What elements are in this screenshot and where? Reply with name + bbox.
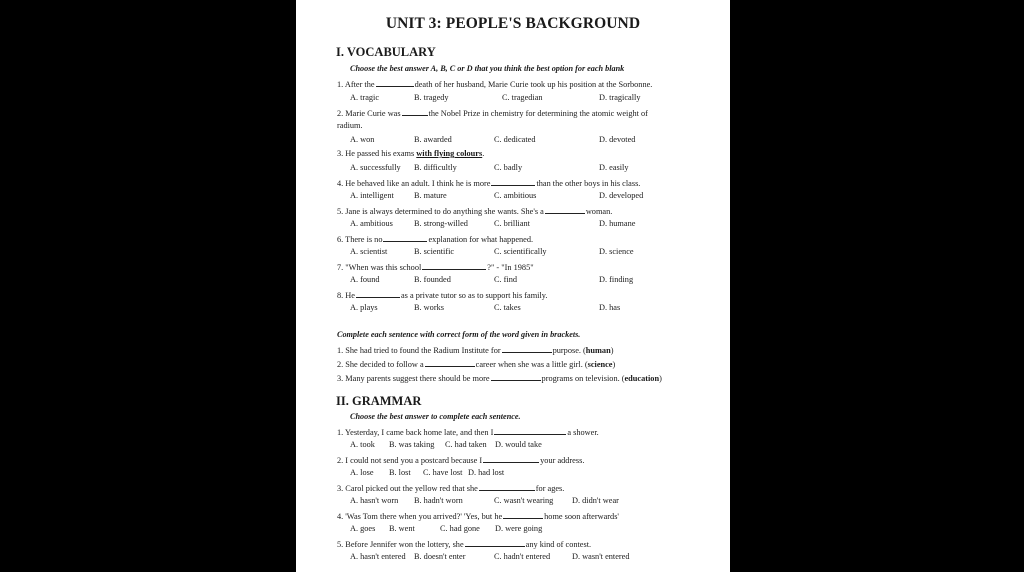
question-text: 1. Yesterday, I came back home late, and then I bbox=[337, 428, 494, 437]
option-b: B. works bbox=[414, 303, 444, 312]
answer-blank bbox=[483, 454, 539, 463]
vocab-question-5 bbox=[337, 205, 612, 217]
option-d: D. wasn't entered bbox=[572, 552, 630, 561]
question-text: 5. Before Jennifer won the lottery, she bbox=[337, 540, 464, 549]
option-d: D. were going bbox=[495, 524, 543, 533]
root-word: science bbox=[587, 360, 613, 369]
vocab-question-1 bbox=[337, 78, 652, 90]
word-form-sentence-1 bbox=[337, 344, 613, 356]
question-text: 7. "When was this school bbox=[337, 263, 422, 272]
vocab-question-6 bbox=[337, 233, 533, 245]
option-c: C. brilliant bbox=[494, 219, 530, 228]
option-a: A. lose bbox=[350, 468, 374, 477]
word-form-sentence-2 bbox=[337, 358, 615, 370]
answer-blank bbox=[502, 344, 552, 353]
option-a: A. hasn't entered bbox=[350, 552, 406, 561]
option-a: A. goes bbox=[350, 524, 376, 533]
answer-blank bbox=[376, 78, 414, 87]
grammar-heading: II. GRAMMAR bbox=[336, 394, 422, 408]
option-b: B. doesn't enter bbox=[414, 552, 466, 561]
answer-blank bbox=[356, 289, 400, 298]
answer-blank bbox=[491, 177, 535, 186]
question-text: 4. He behaved like an adult. I think he is more bbox=[337, 179, 491, 188]
question-text: explanation for what happened. bbox=[428, 235, 534, 244]
option-c: C. tragedian bbox=[502, 93, 543, 102]
worksheet-page bbox=[296, 0, 730, 572]
option-b: B. lost bbox=[389, 468, 411, 477]
option-d: D. devoted bbox=[599, 135, 636, 144]
question-text: 1. After the bbox=[337, 80, 375, 89]
vocab-question-3 bbox=[337, 149, 484, 159]
grammar-question-2 bbox=[337, 454, 584, 466]
question-text: 5. Jane is always determined to do anything she wants. She's a bbox=[337, 207, 544, 216]
option-d: D. easily bbox=[599, 163, 629, 172]
vocab-question-2 bbox=[337, 107, 648, 119]
sentence-text: ) bbox=[612, 360, 616, 369]
question-text: home soon afterwards' bbox=[544, 512, 619, 521]
sentence-text: ) bbox=[659, 374, 662, 383]
question-text: ?" - "In 1985" bbox=[487, 263, 534, 272]
question-text: the Nobel Prize in chemistry for determining the atomic weight of bbox=[428, 109, 648, 118]
question-text: 2. I could not send you a postcard because I bbox=[337, 456, 483, 465]
grammar-question-4 bbox=[337, 510, 619, 522]
option-b: B. hadn't worn bbox=[414, 496, 463, 505]
option-a: A. successfully bbox=[350, 163, 401, 172]
vocabulary-heading: I. VOCABULARY bbox=[336, 45, 436, 59]
question-text: a shower. bbox=[567, 428, 599, 437]
question-text: 3. He passed his exams bbox=[337, 149, 415, 158]
question-text: 3. Carol picked out the yellow red that she bbox=[337, 484, 478, 493]
option-d: D. has bbox=[599, 303, 621, 312]
grammar-question-3 bbox=[337, 482, 564, 494]
option-c: C. find bbox=[494, 275, 518, 284]
answer-blank bbox=[503, 510, 543, 519]
underlined-phrase: with flying colours bbox=[416, 149, 483, 158]
sentence-text: programs on television. ( bbox=[541, 374, 625, 383]
option-c: C. ambitious bbox=[494, 191, 537, 200]
question-text: 8. He bbox=[337, 291, 355, 300]
option-b: B. went bbox=[389, 524, 415, 533]
sentence-text: 3. Many parents suggest there should be more bbox=[337, 374, 490, 383]
page-title: UNIT 3: PEOPLE'S BACKGROUND bbox=[385, 15, 641, 32]
option-a: A. intelligent bbox=[350, 191, 394, 200]
question-text: woman. bbox=[585, 207, 613, 216]
answer-blank bbox=[465, 538, 525, 547]
option-b: B. strong-willed bbox=[414, 219, 468, 228]
question-text: your address. bbox=[540, 456, 585, 465]
option-d: D. had lost bbox=[468, 468, 505, 477]
root-word: human bbox=[585, 346, 611, 355]
answer-blank bbox=[545, 205, 585, 214]
vocabulary-instruction: Choose the best answer A, B, C or D that you think the best option for each blank bbox=[350, 64, 625, 73]
option-d: D. finding bbox=[599, 275, 634, 284]
option-b: B. tragedy bbox=[414, 93, 449, 102]
option-b: B. scientific bbox=[414, 247, 455, 256]
option-d: D. science bbox=[599, 247, 634, 256]
option-c: C. wasn't wearing bbox=[494, 496, 554, 505]
option-c: C. hadn't entered bbox=[494, 552, 551, 561]
option-a: A. tragic bbox=[350, 93, 380, 102]
option-c: C. scientifically bbox=[494, 247, 547, 256]
question-text: any kind of contest. bbox=[525, 540, 592, 549]
option-d: D. developed bbox=[599, 191, 644, 200]
question-text: death of her husband, Marie Curie took up his position at the Sorbonne. bbox=[414, 80, 653, 89]
grammar-question-5 bbox=[337, 538, 591, 550]
answer-blank bbox=[491, 372, 541, 381]
question-text: for ages. bbox=[535, 484, 565, 493]
answer-blank bbox=[383, 233, 427, 242]
option-c: C. dedicated bbox=[494, 135, 536, 144]
option-a: A. hasn't worn bbox=[350, 496, 399, 505]
option-a: A. took bbox=[350, 440, 375, 449]
grammar-instruction: Choose the best answer to complete each sentence. bbox=[350, 412, 521, 421]
option-d: D. humane bbox=[599, 219, 636, 228]
question-continuation: radium. bbox=[337, 121, 363, 130]
answer-blank bbox=[479, 482, 535, 491]
answer-blank bbox=[494, 426, 566, 435]
option-d: D. tragically bbox=[599, 93, 641, 102]
option-c: C. have lost bbox=[423, 468, 463, 477]
vocab-question-7 bbox=[337, 261, 534, 273]
question-text: than the other boys in his class. bbox=[536, 179, 641, 188]
question-text: 6. There is no bbox=[337, 235, 383, 244]
vocab-question-4 bbox=[337, 177, 640, 189]
option-d: D. didn't wear bbox=[572, 496, 619, 505]
vocab-question-8 bbox=[337, 289, 547, 301]
option-b: B. difficultly bbox=[414, 163, 457, 172]
option-c: C. takes bbox=[494, 303, 521, 312]
sentence-text: 1. She had tried to found the Radium Institute for bbox=[337, 346, 501, 355]
question-text: 4. 'Was Tom there when you arrived?' 'Yes, but he bbox=[337, 512, 503, 521]
option-b: B. awarded bbox=[414, 135, 452, 144]
option-c: C. had taken bbox=[445, 440, 487, 449]
option-d: D. would take bbox=[495, 440, 542, 449]
sentence-text: purpose. ( bbox=[552, 346, 586, 355]
option-b: B. was taking bbox=[389, 440, 435, 449]
option-a: A. found bbox=[350, 275, 380, 284]
option-c: C. badly bbox=[494, 163, 523, 172]
word-form-sentence-3 bbox=[337, 372, 662, 384]
option-c: C. had gone bbox=[440, 524, 480, 533]
sentence-text: ) bbox=[610, 346, 614, 355]
option-a: A. plays bbox=[350, 303, 378, 312]
root-word: education bbox=[624, 374, 660, 383]
question-text: . bbox=[482, 149, 485, 158]
answer-blank bbox=[425, 358, 475, 367]
option-b: B. founded bbox=[414, 275, 451, 284]
answer-blank bbox=[422, 261, 486, 270]
word-form-instruction: Complete each sentence with correct form of the word given in brackets. bbox=[337, 330, 581, 339]
sentence-text: 2. She decided to follow a bbox=[337, 360, 424, 369]
grammar-question-1 bbox=[337, 426, 599, 438]
answer-blank bbox=[402, 107, 428, 116]
question-text: as a private tutor so as to support his family. bbox=[400, 291, 548, 300]
question-text: 2. Marie Curie was bbox=[337, 109, 401, 118]
option-a: A. won bbox=[350, 135, 375, 144]
option-b: B. mature bbox=[414, 191, 447, 200]
sentence-text: career when she was a little girl. ( bbox=[475, 360, 588, 369]
option-a: A. ambitious bbox=[350, 219, 393, 228]
option-a: A. scientist bbox=[350, 247, 388, 256]
